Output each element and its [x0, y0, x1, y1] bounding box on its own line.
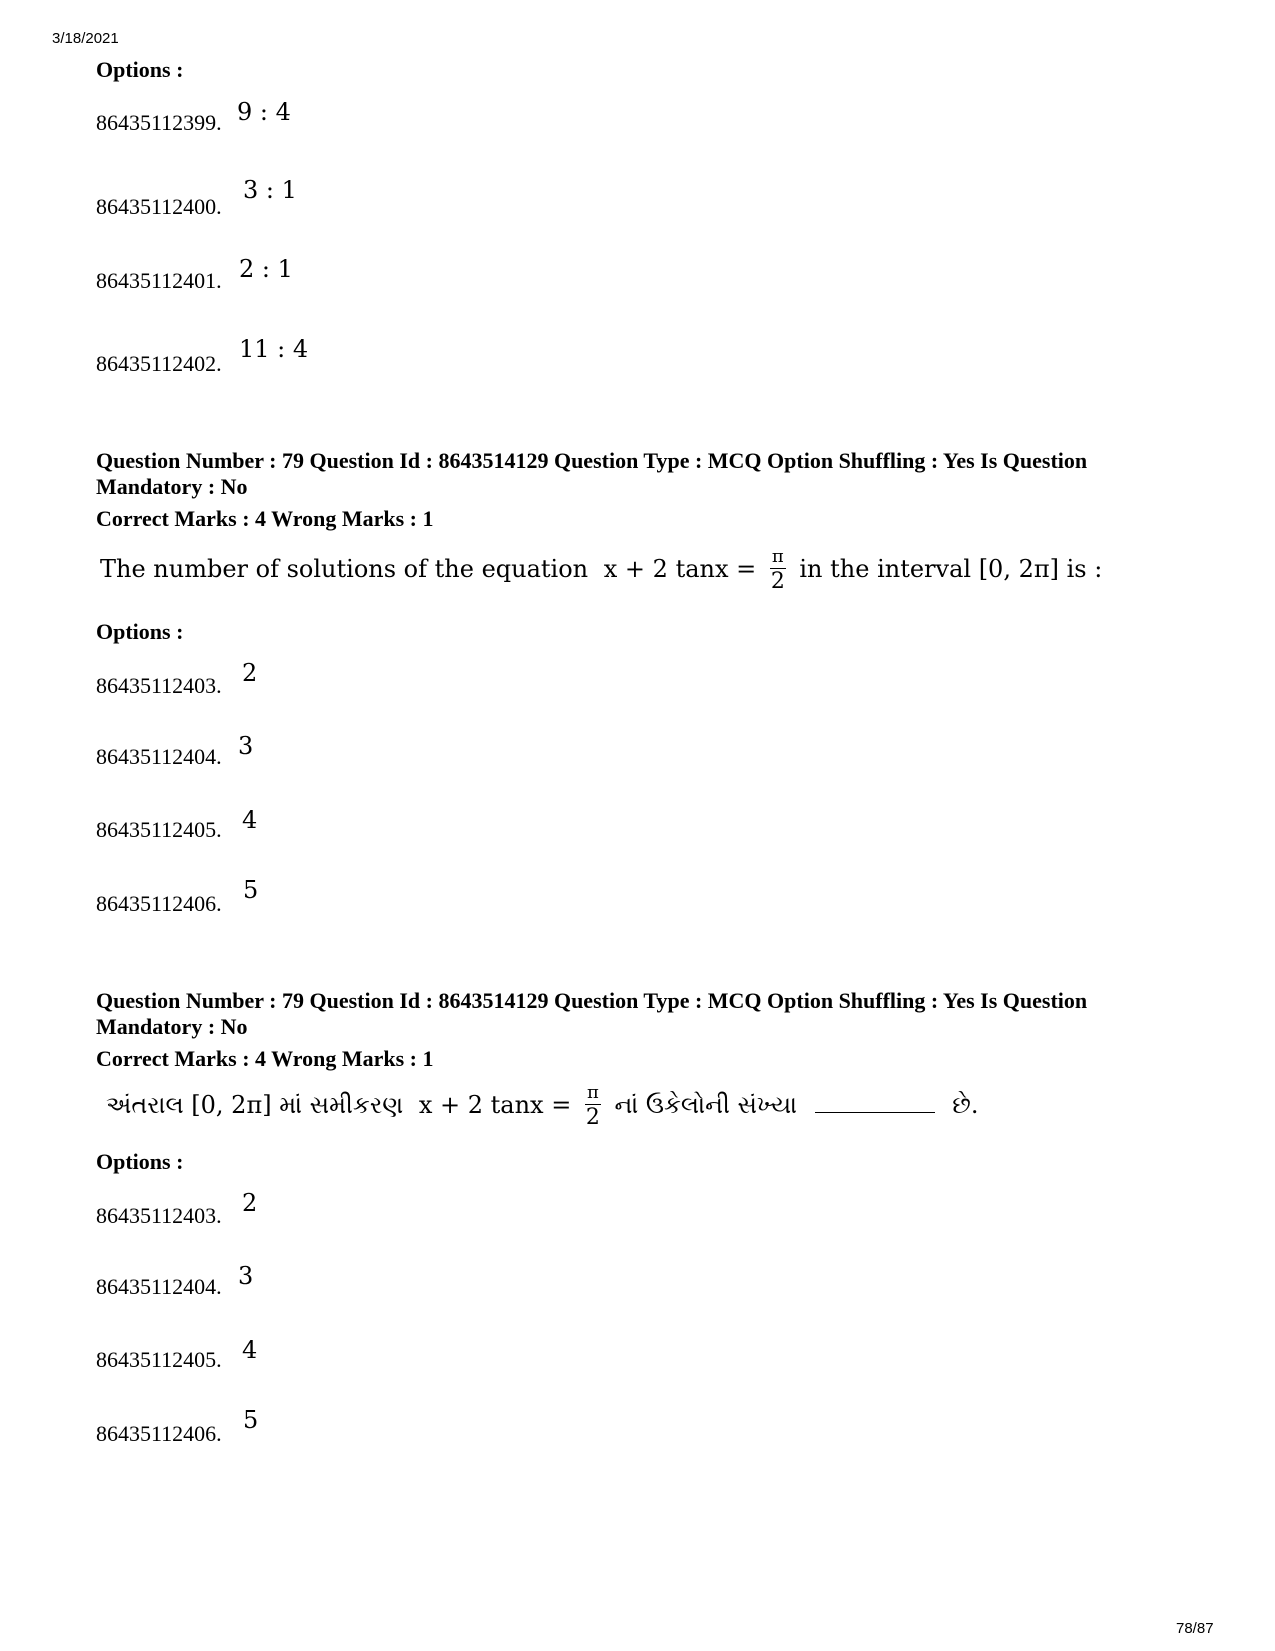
option-value: 3	[238, 1262, 254, 1290]
question-text-before: અંતરાલ [0, 2π] માં સમીકરણ	[106, 1091, 404, 1119]
option-value: 9 : 4	[237, 98, 291, 126]
options-label: Options :	[96, 57, 184, 82]
question-marks: Correct Marks : 4 Wrong Marks : 1	[96, 506, 434, 531]
fraction-numerator: π	[586, 1082, 599, 1103]
fraction-pi-over-2	[770, 548, 786, 593]
question-text-before: The number of solutions of the equation	[100, 555, 589, 583]
option-value: 4	[242, 1336, 258, 1364]
fraction-numerator: π	[771, 546, 784, 567]
equation-lhs: x + 2 tanx =	[418, 1091, 572, 1119]
option-id: 86435112406.	[96, 891, 222, 916]
option-id: 86435112403.	[96, 1203, 222, 1228]
option-value: 3 : 1	[243, 176, 297, 204]
option-value: 4	[242, 806, 258, 834]
option-id: 86435112399.	[96, 110, 222, 135]
option-id: 86435112406.	[96, 1421, 222, 1446]
equation-lhs: x + 2 tanx =	[603, 555, 757, 583]
option-value: 2 : 1	[239, 255, 293, 283]
option-value: 2	[242, 659, 258, 687]
question-text-after: નાં ઉકેલોની સંખ્યા	[614, 1091, 797, 1119]
option-id: 86435112401.	[96, 268, 222, 293]
question-meta-mandatory: Mandatory : No	[96, 1014, 248, 1039]
question-meta: Question Number : 79 Question Id : 8643514129 Question Type : MCQ Option Shuffling : Yes Is Question	[96, 988, 1088, 1013]
fraction-pi-over-2	[585, 1084, 601, 1129]
option-value: 5	[243, 1406, 259, 1434]
option-id: 86435112404.	[96, 1274, 222, 1299]
question-text	[106, 1084, 978, 1129]
question-text-end: છે.	[952, 1091, 979, 1119]
option-value: 3	[238, 732, 254, 760]
option-id: 86435112400.	[96, 194, 222, 219]
question-meta: Question Number : 79 Question Id : 8643514129 Question Type : MCQ Option Shuffling : Yes Is Question	[96, 448, 1088, 473]
answer-blank	[815, 1112, 935, 1113]
option-value: 11 : 4	[239, 335, 309, 363]
question-meta-mandatory: Mandatory : No	[96, 474, 248, 499]
option-id: 86435112404.	[96, 744, 222, 769]
option-value: 2	[242, 1189, 258, 1217]
options-label: Options :	[96, 619, 184, 644]
fraction-denominator: 2	[770, 569, 785, 594]
question-text	[100, 548, 1102, 593]
option-id: 86435112405.	[96, 1347, 222, 1372]
question-marks: Correct Marks : 4 Wrong Marks : 1	[96, 1046, 434, 1071]
question-text-after: in the interval [0, 2π] is :	[799, 555, 1103, 583]
option-id: 86435112405.	[96, 817, 222, 842]
fraction-denominator: 2	[585, 1105, 600, 1130]
page-number: 78/87	[1176, 1620, 1214, 1637]
option-id: 86435112403.	[96, 673, 222, 698]
print-date: 3/18/2021	[52, 30, 119, 47]
option-id: 86435112402.	[96, 351, 222, 376]
options-label: Options :	[96, 1149, 184, 1174]
option-value: 5	[243, 876, 259, 904]
